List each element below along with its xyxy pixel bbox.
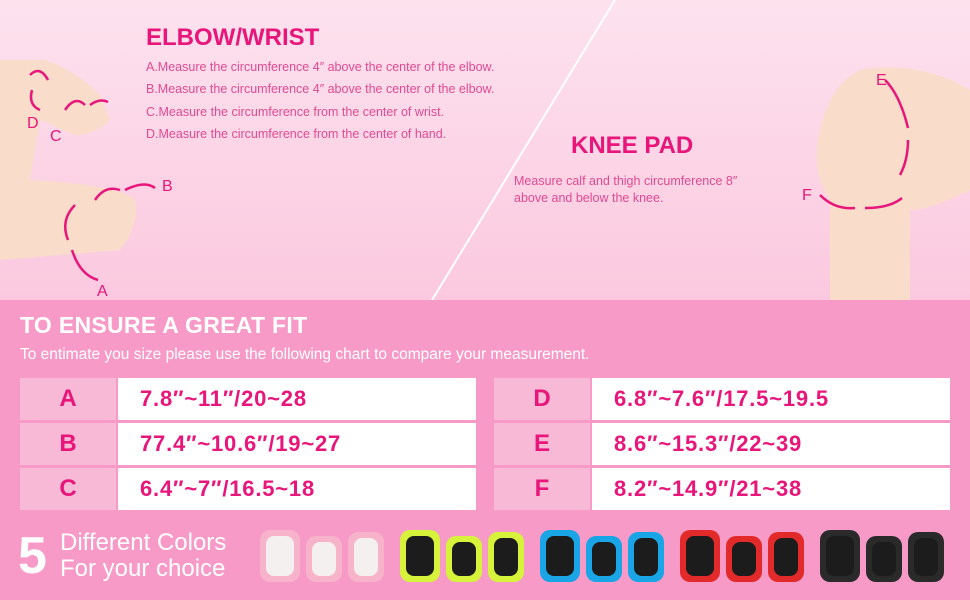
color-caption [60,530,226,582]
pad-cap [406,536,434,576]
label-d: D [27,115,39,132]
pad-set-yellow-green [400,530,524,582]
label-a: A [97,283,108,300]
pad-set-blue [540,530,664,582]
pad-cap [312,542,336,576]
pad-set-pink-white [260,530,384,582]
size-value: 77.4″~10.6″/19~27 [118,423,476,465]
pad-set-red [680,530,804,582]
size-row-b [20,423,476,465]
label-b: B [162,178,173,195]
hand-line-d: D.Measure the circumference from the center of hand. [146,127,447,141]
color-caption-line1: Different Colors [60,529,227,556]
elbow-wrist-title: ELBOW/WRIST [146,24,320,51]
pad-cap [732,542,756,576]
size-row-e [494,423,950,465]
size-value: 6.4″~7″/16.5~18 [118,468,476,510]
pad-cap [592,542,616,576]
pad-cap [826,536,854,576]
size-value: 8.2″~14.9″/21~38 [592,468,950,510]
color-count: 5 [18,527,47,585]
size-letter: C [20,468,116,510]
pad-cap [914,538,938,576]
size-chart-section [0,300,970,600]
size-letter: F [494,468,590,510]
size-letter: B [20,423,116,465]
label-f: F [802,187,812,204]
color-caption-line2: For your choice [60,555,226,582]
size-row-a [20,378,476,420]
knee-illustration [800,60,970,300]
pad-cap [354,538,378,576]
size-letter: E [494,423,590,465]
fit-title: TO ENSURE A GREAT FIT [20,312,308,338]
size-row-c [20,468,476,510]
pad-cap [686,536,714,576]
knee-pad-description: Measure calf and thigh circumference 8″ above and below the knee. [514,174,738,205]
knee-pad-title: KNEE PAD [571,132,694,159]
pad-cap [546,536,574,576]
pad-cap [774,538,798,576]
elbow-line-a: A.Measure the circumference 4″ above the center of the elbow. [146,60,495,74]
size-row-d [494,378,950,420]
fit-subtitle: To entimate you size please use the following chart to compare your measurement. [20,346,590,363]
pad-set-black [820,530,944,582]
size-value: 6.8″~7.6″/17.5~19.5 [592,378,950,420]
size-letter: A [20,378,116,420]
size-value: 7.8″~11″/20~28 [118,378,476,420]
pad-cap [494,538,518,576]
label-c: C [50,128,62,145]
size-value: 8.6″~15.3″/22~39 [592,423,950,465]
size-row-f [494,468,950,510]
label-e: E [876,72,887,89]
pad-cap [872,542,896,576]
pad-cap [634,538,658,576]
wrist-line-c: C.Measure the circumference from the center of wrist. [146,105,445,119]
pad-cap [452,542,476,576]
color-options [258,518,958,596]
elbow-line-b: B.Measure the circumference 4″ above the center of the elbow. [146,82,495,96]
size-letter: D [494,378,590,420]
pad-cap [266,536,294,576]
